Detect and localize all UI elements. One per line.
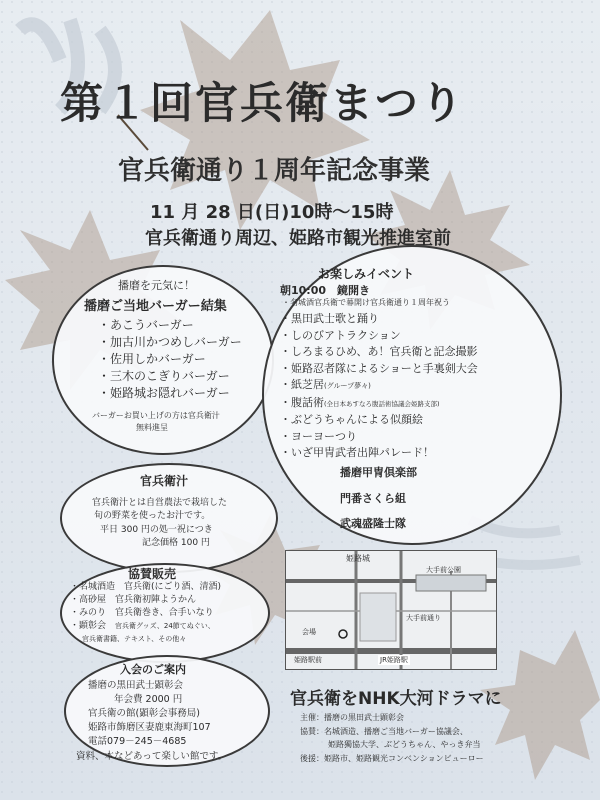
list-item: ・あこうバーガー [98, 318, 194, 332]
event-venue: 官兵衛通り周辺、姫路市観光推進室前 [145, 228, 451, 249]
list-item: ・姫路城お隠れバーガー [98, 386, 230, 400]
group-name: 播磨甲冑倶楽部 [340, 466, 417, 479]
list-item: ・佐用しかバーガー [98, 352, 206, 366]
sponsor-list [70, 581, 221, 646]
poster-subtitle: 官兵衛通り１周年記念事業 [118, 156, 431, 186]
soup-text: 平日 300 円の処一祝につき [100, 525, 213, 535]
events-list [280, 311, 478, 462]
soup-text: 旬の野菜を使ったお汁です。 [94, 511, 211, 521]
burger-note-2: 無料進呈 [136, 423, 168, 432]
credits-support: 後援：姫路市、姫路観光コンベンションビューロー [300, 754, 484, 763]
list-item: ・名城酒造 官兵衛(にごり酒、清酒) [70, 582, 222, 592]
list-item: ・いざ甲冑武者出陣パレード！ [280, 446, 434, 459]
event-kagami-biraki: 朝10:00 鏡開き [280, 284, 371, 297]
list-item: ・腹話術(全日本あすなろ腹話術協議会姫路支部) [280, 395, 440, 409]
membership-office: 官兵衛の館(顕彰会事務局) [88, 708, 200, 719]
map-label: 大手前通り [406, 614, 441, 622]
map-label: JR姫路駅 [380, 656, 408, 664]
burger-intro: 播磨を元気に！ [118, 279, 195, 292]
burger-note: バーガーお買い上げの方は官兵衛汁 [92, 411, 220, 420]
membership-note: 資料、本などあって楽しい館です。 [76, 751, 228, 762]
list-item: ・紙芝居(グループ夢々) [280, 378, 371, 391]
group-name: 武魂盛隆士隊 [340, 517, 406, 530]
list-item: ・黒田武士歌と踊り [280, 312, 379, 325]
event-date: 11 月 28 日(日)10時～15時 [150, 202, 394, 223]
list-item: ・しろまるひめ、あ！官兵衛と記念撮影 [280, 345, 478, 358]
soup-price: 記念価格 100 円 [142, 538, 210, 548]
credits-organizer: 主催：播磨の黒田武士顕彰会 [300, 713, 404, 722]
soup-heading: 官兵衛汁 [140, 474, 189, 488]
list-item: ・姫路忍者隊によるショーと手裏剣大会 [280, 361, 478, 375]
list-item: ・みのり 官兵衛巻き、合手いなり [70, 608, 214, 618]
map-label: 会場 [302, 628, 316, 636]
group-name: 門番さくら組 [340, 492, 406, 505]
list-item: ・顕彰会 官兵衛グッズ、24節てぬぐい、 [70, 621, 215, 631]
burger-list [98, 317, 242, 402]
soup-text: 官兵衛汁とは自営農法で栽培した [92, 498, 228, 508]
map-label: 姫路駅前 [294, 656, 322, 664]
burger-heading: 播磨ご当地バーガー結集 [84, 299, 227, 314]
credits-sponsor: 協賛：名城酒造、播磨ご当地バーガー協議会、 [300, 727, 468, 736]
credits-sponsor-2: 姫路獨協大学、ぶどうちゃん、やっき弁当 [328, 740, 481, 749]
sponsor-heading: 協賛販売 [128, 567, 177, 581]
list-item: ・高砂屋 官兵衛初陣ようかん [70, 595, 197, 605]
list-item: ・しのびアトラクション [280, 328, 401, 342]
events-heading: お楽しみイベント [318, 267, 415, 281]
map-label: 大手前公園 [426, 566, 461, 574]
list-item: ・ぶどうちゃんによる似顔絵 [280, 413, 423, 426]
map-label: 姫路城 [346, 554, 370, 563]
list-item: 官兵衛書籍、テキスト、その他々 [82, 635, 187, 643]
poster-title: 第１回官兵衛まつり [60, 79, 465, 129]
venue-map [285, 550, 497, 670]
membership-phone: 電話079－245－4685 [88, 736, 187, 747]
list-item: ・加古川かつめしバーガー [98, 335, 242, 349]
event-note: ・名城酒官兵衛で幕開け官兵衛通り１周年祝う [282, 298, 450, 307]
drama-slogan: 官兵衛をNHK大河ドラマに [290, 689, 502, 709]
membership-text: 播磨の黒田武士顕彰会 [88, 680, 184, 691]
membership-address: 姫路市飾磨区妻鹿東海町107 [88, 722, 211, 733]
list-item: ・三木のこぎりバーガー [98, 369, 230, 383]
list-item: ・ヨーヨーつり [280, 429, 357, 443]
membership-fee: 年会費 2000 円 [114, 694, 183, 705]
membership-heading: 入会のご案内 [120, 663, 186, 676]
map-drawing [286, 551, 496, 669]
